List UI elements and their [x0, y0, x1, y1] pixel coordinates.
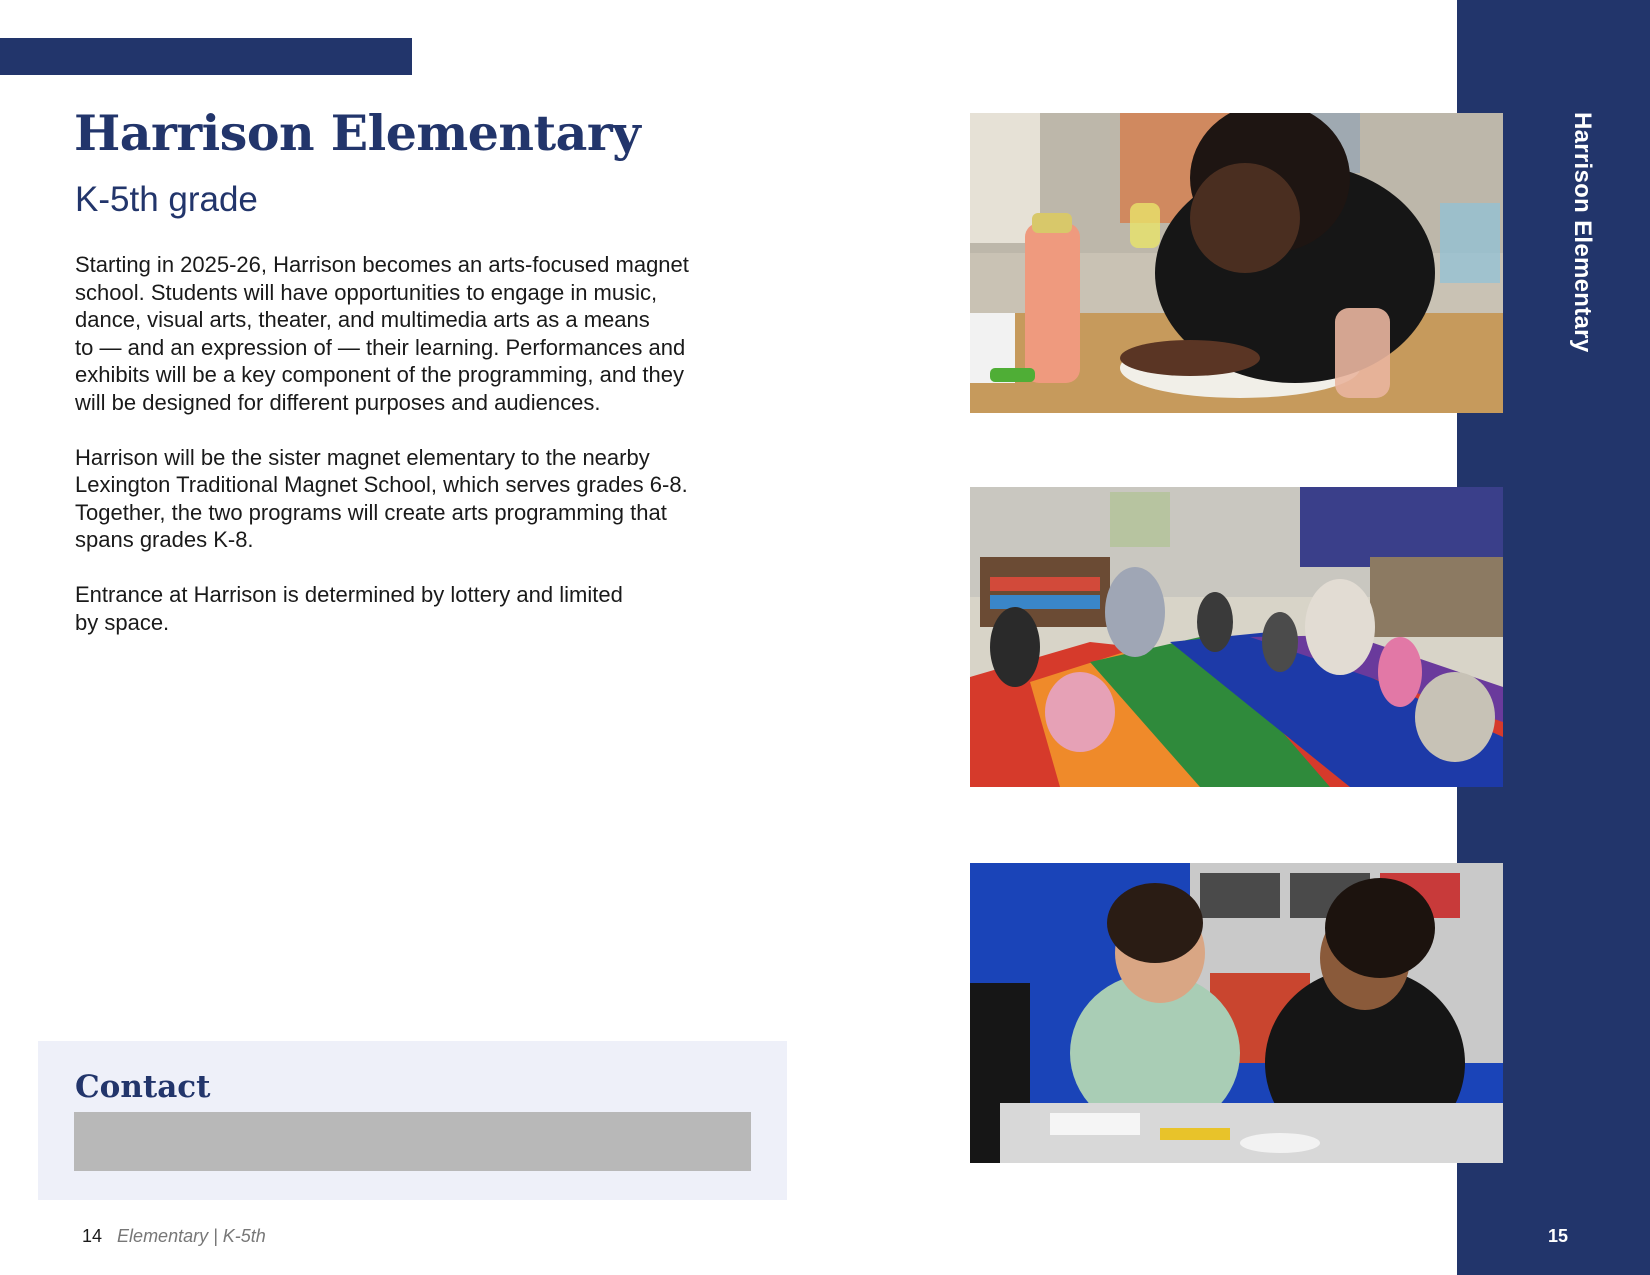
sidebar-title: Harrison Elementary: [1569, 112, 1596, 353]
photo-students-table: [970, 863, 1503, 1163]
photo-classroom-rug: [970, 487, 1503, 787]
contact-box: [38, 1041, 787, 1200]
contact-redacted-block: [74, 1112, 751, 1171]
photo-child-drawing: [970, 113, 1503, 413]
page-number-right: 15: [1548, 1226, 1569, 1246]
footer-left: [82, 1226, 266, 1247]
grade-range-subtitle: K-5th grade: [75, 180, 258, 219]
top-accent-bar: [0, 38, 412, 75]
paragraph-sister-school: Harrison will be the sister magnet elementary to the nearby Lexington Traditional Magnet School, which serves grades 6-8. Together, the two programs will create arts programming that spans grades K-8.: [75, 444, 688, 552]
contact-heading: Contact: [75, 1069, 211, 1105]
paragraph-arts-focus: Starting in 2025-26, Harrison becomes an arts-focused magnet school. Students will have opportunities to engage in music, dance, visual arts, theater, and multimedia arts as a means to — and an expression of — their learning. Performances and exhibits will be a key component of the programming, and they will be designed for different purposes and audiences.: [75, 252, 689, 415]
description-body: [75, 251, 755, 664]
paragraph-entrance: Entrance at Harrison is determined by lottery and limited by space.: [75, 582, 623, 635]
page-number-left: 14: [82, 1226, 103, 1246]
page-title: Harrison Elementary: [74, 104, 641, 162]
footer-section-label: Elementary | K-5th: [117, 1226, 266, 1246]
